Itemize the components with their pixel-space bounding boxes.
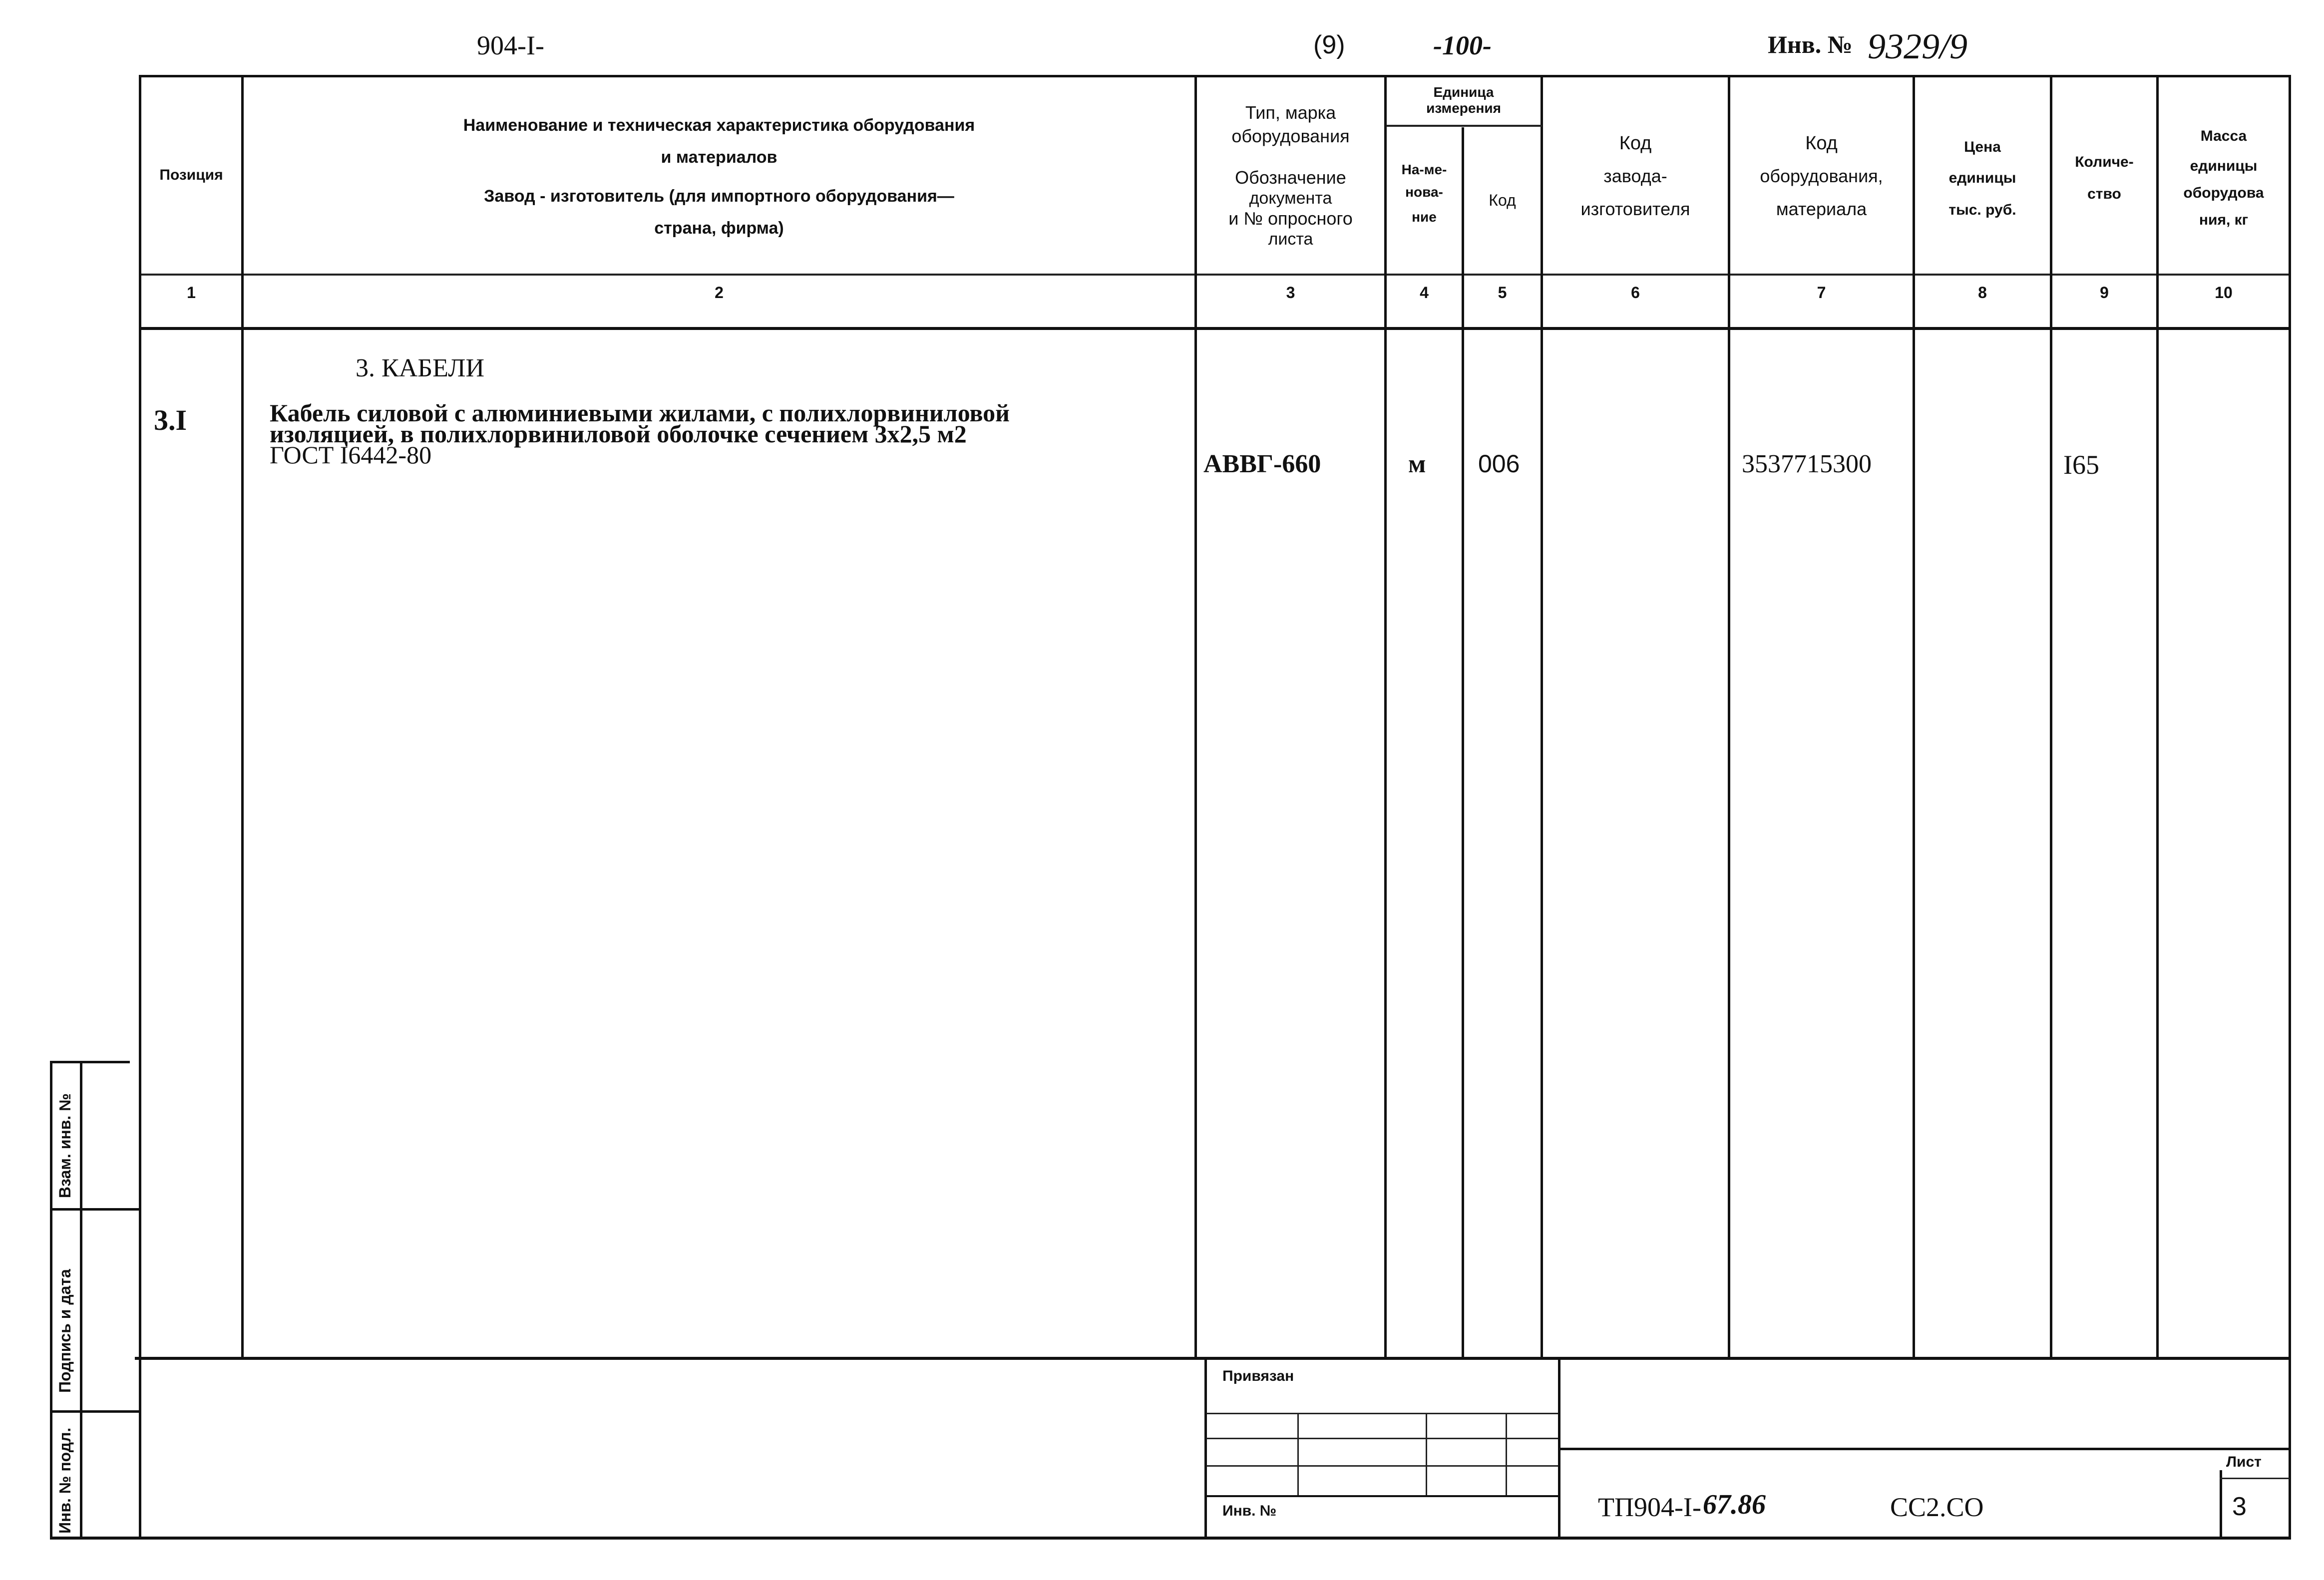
sheet-number: 3	[2232, 1492, 2247, 1521]
margin-top-line	[50, 1061, 130, 1063]
header-type-line2: оборудования	[1231, 126, 1350, 146]
col-sep-2	[1194, 75, 1197, 1358]
stamp-inv-label: Инв. №	[1222, 1503, 1277, 1519]
colnum-6: 6	[1631, 284, 1640, 302]
stamp-left-line	[1204, 1357, 1207, 1540]
header-unit-group-line1: Единица	[1433, 84, 1494, 100]
series-label: 904-I-	[477, 30, 544, 60]
privyazan-label: Привязан	[1222, 1368, 1294, 1384]
doc-suffix: СС2.СО	[1890, 1492, 1984, 1522]
col-sep-8	[2050, 75, 2052, 1358]
side-label-inv-podl: Инв. № подл.	[56, 1427, 74, 1534]
header-qty-line2: ство	[2087, 186, 2121, 202]
col-sep-6	[1728, 75, 1730, 1358]
stamp-grid-col-1	[1297, 1413, 1299, 1495]
section-title: 3. КАБЕЛИ	[356, 354, 484, 382]
colnum-3: 3	[1286, 284, 1295, 302]
inv-label: Инв. №	[1768, 30, 1853, 58]
header-type-line4: документа	[1249, 189, 1332, 208]
sheet-box-divider	[2220, 1478, 2290, 1479]
row-name-line1: Кабель силовой с алюминиевыми жилами, с полихлорвиниловой	[270, 399, 1010, 427]
header-mass-line4: ния, кг	[2199, 212, 2249, 228]
header-mass-line3: оборудова	[2183, 185, 2264, 201]
row-name-line3: ГОСТ I6442-80	[270, 441, 432, 469]
header-name-line2: и материалов	[661, 148, 777, 167]
header-mass-line2: единицы	[2190, 158, 2258, 174]
header-manuf-line2: завода-	[1603, 166, 1667, 186]
margin-divider-1	[50, 1208, 139, 1211]
colnum-1: 1	[187, 284, 196, 302]
colnum-8: 8	[1978, 284, 1987, 302]
header-unit-name-line3: ние	[1412, 209, 1437, 225]
header-unit-group-line2: измерения	[1426, 100, 1501, 116]
header-name-line1: Наименование и техническая характеристика оборудования	[463, 116, 975, 135]
header-unit-code: Код	[1489, 191, 1516, 209]
side-label-podpis: Подпись и дата	[56, 1269, 74, 1393]
header-unit-name-line1: На-ме-	[1401, 162, 1447, 177]
header-type-line3: Обозначение	[1235, 167, 1346, 188]
col-sep-9	[2156, 75, 2159, 1358]
colnum-7: 7	[1817, 284, 1826, 302]
page-number: -100-	[1433, 30, 1492, 60]
body-bottom-line	[135, 1357, 2291, 1360]
row-position: 3.I	[154, 404, 187, 436]
header-mass-line1: Масса	[2200, 128, 2247, 144]
page-paren: (9)	[1313, 30, 1345, 59]
frame-bottom-line	[50, 1537, 2291, 1540]
header-price-line2: единицы	[1948, 170, 2016, 186]
stamp-grid-col-2	[1426, 1413, 1427, 1495]
stamp-title-line	[1558, 1448, 2291, 1450]
row-name-line2: изоляцией, в полихлорвиниловой оболочке сечением 3х2,5 м2	[270, 420, 967, 448]
stamp-grid-line-4	[1206, 1495, 1558, 1497]
doc-code-prefix: ТП904-I-	[1598, 1492, 1701, 1522]
frame-right-line	[2289, 75, 2291, 1540]
row-type: АВВГ-660	[1203, 450, 1321, 478]
frame-top-line	[139, 75, 2291, 77]
sheet-box-left-line	[2220, 1470, 2222, 1538]
colnum-2: 2	[715, 284, 724, 302]
col-sep-4	[1462, 127, 1464, 1358]
unit-group-divider	[1386, 125, 1542, 127]
header-material-line1: Код	[1805, 133, 1838, 154]
row-unit-name: м	[1408, 450, 1426, 478]
header-qty-line1: Количе-	[2075, 154, 2134, 170]
header-name-line3: Завод - изготовитель (для импортного оборудования—	[484, 187, 954, 206]
header-unit-name-line2: нова-	[1405, 184, 1443, 200]
col-sep-1	[241, 75, 244, 1358]
header-position: Позиция	[159, 167, 223, 183]
row-unit-code: 006	[1478, 450, 1520, 478]
header-material-line2: оборудования,	[1760, 166, 1883, 186]
colnum-5: 5	[1498, 284, 1507, 302]
colnum-4: 4	[1420, 284, 1429, 302]
header-price-line1: Цена	[1964, 139, 2001, 155]
header-material-line3: материала	[1776, 199, 1867, 219]
col-sep-5	[1541, 75, 1543, 1358]
colnum-bottom-line	[139, 327, 2291, 330]
col-sep-7	[1913, 75, 1915, 1358]
header-type-line6: листа	[1268, 230, 1313, 249]
col-sep-3	[1384, 75, 1387, 1358]
header-manuf-line1: Код	[1619, 133, 1652, 154]
row-material-code: 3537715300	[1742, 450, 1872, 478]
margin-outer-line	[50, 1061, 52, 1540]
stamp-grid-col-3	[1506, 1413, 1507, 1495]
doc-code-handwritten: 67.86	[1703, 1489, 1766, 1520]
header-manuf-line3: изготовителя	[1580, 199, 1690, 219]
colnum-10: 10	[2215, 284, 2233, 302]
margin-divider-2	[50, 1410, 139, 1413]
header-type-line1: Тип, марка	[1245, 102, 1336, 123]
row-quantity: I65	[2063, 450, 2099, 480]
margin-inner-line	[80, 1061, 82, 1540]
header-bottom-line	[139, 274, 2291, 276]
side-label-vzam: Взам. инв. №	[56, 1093, 74, 1198]
header-price-line3: тыс. руб.	[1948, 202, 2016, 218]
header-name-line4: страна, фирма)	[654, 219, 784, 238]
sheet-label: Лист	[2226, 1454, 2262, 1470]
colnum-9: 9	[2100, 284, 2109, 302]
inv-value: 9329/9	[1868, 26, 1968, 66]
header-type-line5: и № опросного	[1228, 208, 1353, 229]
